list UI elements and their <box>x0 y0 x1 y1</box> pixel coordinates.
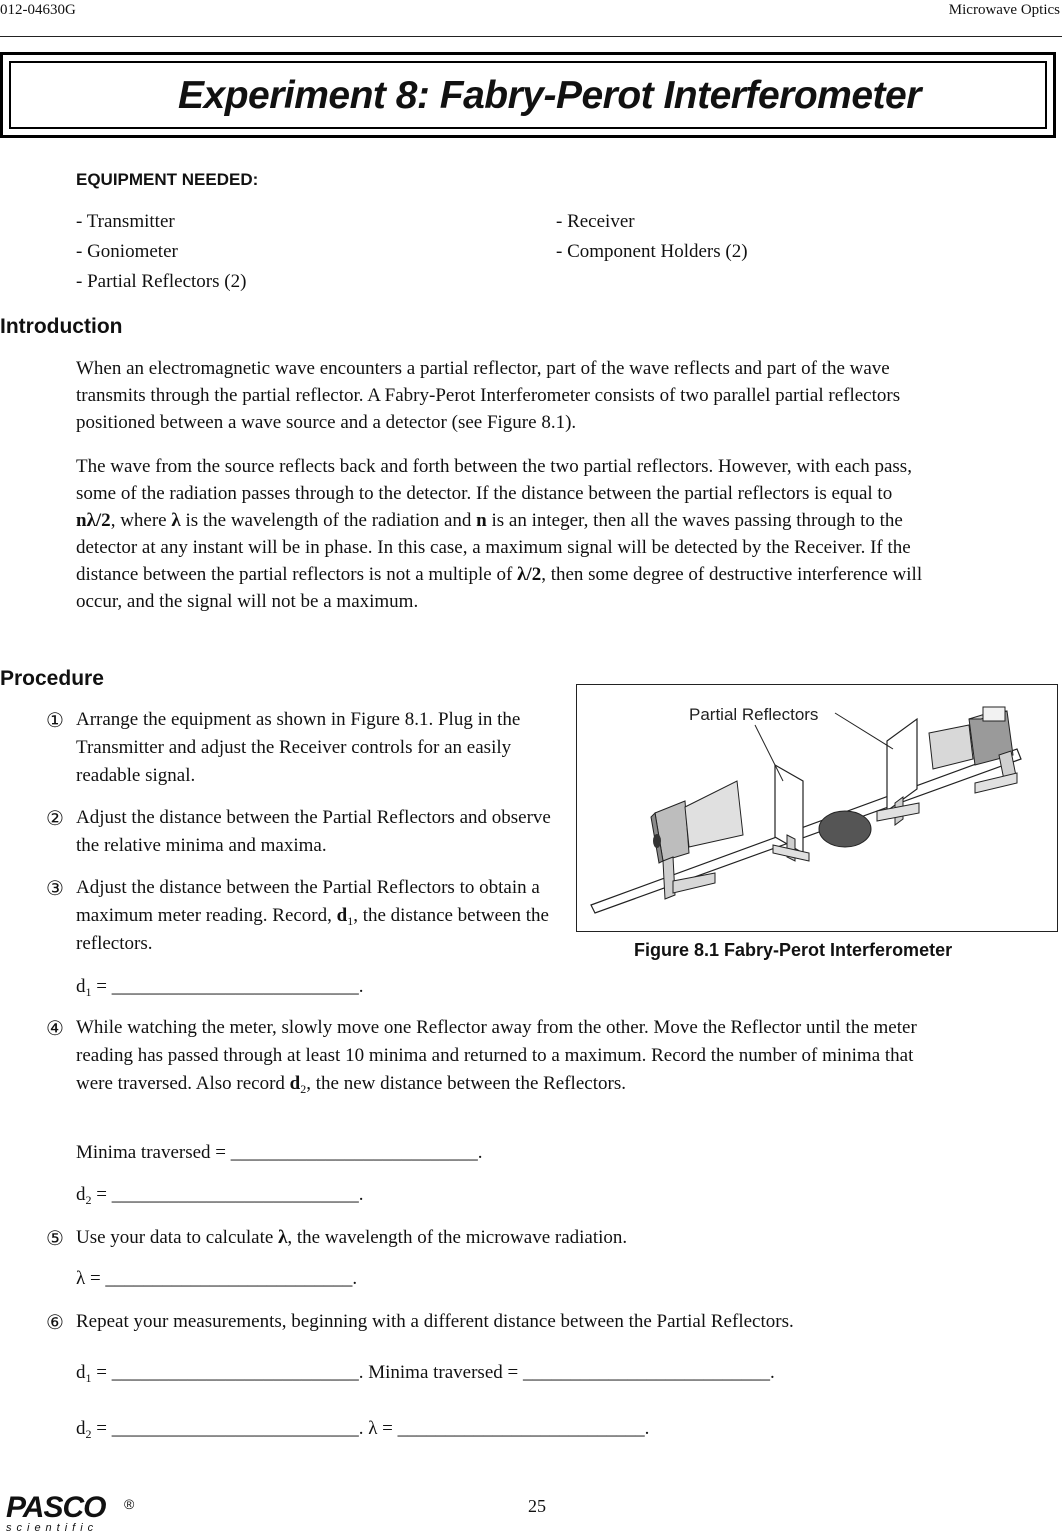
partial-reflector-1 <box>773 765 809 861</box>
equipment-item: - Component Holders (2) <box>556 241 748 262</box>
step-6-text: Repeat your measurements, beginning with a different distance between the Partial Reflectors. <box>76 1311 794 1332</box>
minima-fill-line: Minima traversed = __________________________. <box>76 1142 483 1163</box>
registered-mark: ® <box>124 1496 135 1512</box>
figure-frame <box>576 684 1058 932</box>
step-number-2: ② <box>46 808 64 830</box>
partial-reflectors-label: Partial Reflectors <box>689 705 819 724</box>
equipment-list-right <box>556 207 748 267</box>
equipment-heading: EQUIPMENT NEEDED: <box>76 170 259 189</box>
header-rule <box>0 36 1062 37</box>
step-number-5: ⑤ <box>46 1228 64 1250</box>
logo-wordmark: PASCO <box>6 1491 106 1524</box>
goniometer-center <box>819 811 871 847</box>
step-2-text: Adjust the distance between the Partial Reflectors and observe the relative minima and maxima. <box>76 807 551 856</box>
leader-line-1 <box>755 725 783 781</box>
page-title: Experiment 8: Fabry-Perot Interferometer <box>178 74 921 117</box>
equipment-list-left <box>76 207 246 297</box>
d2-fill-line: $d_2$ = __________________________. <box>76 1184 364 1207</box>
pasco-logo <box>6 1491 106 1534</box>
equipment-item: - Partial Reflectors (2) <box>76 271 247 292</box>
fabry-perot-diagram <box>577 685 1057 931</box>
step-number-4: ④ <box>46 1018 64 1040</box>
equipment-item: - Receiver <box>556 211 635 232</box>
step-number-1: ① <box>46 710 64 732</box>
equipment-item: - Goniometer <box>76 241 178 262</box>
logo-subtext: scientific <box>6 1522 99 1534</box>
equipment-item: - Transmitter <box>76 211 175 232</box>
step-number-6: ⑥ <box>46 1312 64 1334</box>
procedure-heading: Procedure <box>0 667 104 690</box>
introduction-heading: Introduction <box>0 315 123 338</box>
doc-number: 012-04630G <box>0 2 76 18</box>
intro-paragraph-2: The wave from the source reflects back and forth between the two partial reflectors. However, with each pass, some of the radiation passes through to the detector. If the distance between the partial reflectors is equal to nλ/2, where λ is the wavelength of the radiation and n is an integer, then all the waves passing through to the detector at any instant will be in phase. In this case, a maximum signal will be detected by the Receiver. If the distance between the partial reflectors is not a multiple of λ/2, then some degree of destructive interference will occur, and the signal will not be a maximum. <box>76 456 923 612</box>
transmitter <box>651 781 743 899</box>
intro-paragraph-1: When an electromagnetic wave encounters a partial reflector, part of the wave reflects and part of the wave transmits through the partial reflector. A Fabry-Perot Interferometer consists of two parallel partial reflectors positioned between a wave source and a detector (see Figure 8.1). <box>76 358 901 433</box>
figure-caption: Figure 8.1 Fabry-Perot Interferometer <box>634 940 953 960</box>
repeat-row-1: $d_1$ = __________________________. Minima traversed = __________________________. <box>76 1362 775 1385</box>
lambda-fill-line: λ = __________________________. <box>76 1268 358 1289</box>
page-number: 25 <box>528 1496 546 1516</box>
repeat-row-2: $d_2$ = __________________________. λ = __________________________. <box>76 1418 650 1441</box>
step-4-text: While watching the meter, slowly move one Reflector away from the other. Move the Reflector until the meter reading has passed through at least 10 minima and returned to a maximum. Record the number of minima that were traversed. Also record $d_2$, the new distance between the Reflectors. <box>76 1017 917 1096</box>
doc-title: Microwave Optics <box>948 2 1060 18</box>
d1-fill-line: $d_1$ = __________________________. <box>76 976 364 999</box>
step-number-3: ③ <box>46 878 64 900</box>
step-5-text: Use your data to calculate λ, the wavelength of the microwave radiation. <box>76 1227 628 1248</box>
step-1-text: Arrange the equipment as shown in Figure 8.1. Plug in the Transmitter and adjust the Receiver controls for an easily readable signal. <box>76 709 521 786</box>
leader-line-2 <box>835 713 893 749</box>
step-3-text: Adjust the distance between the Partial Reflectors to obtain a maximum meter reading. Record, $d_1$, the distance between the reflectors. <box>76 877 549 954</box>
